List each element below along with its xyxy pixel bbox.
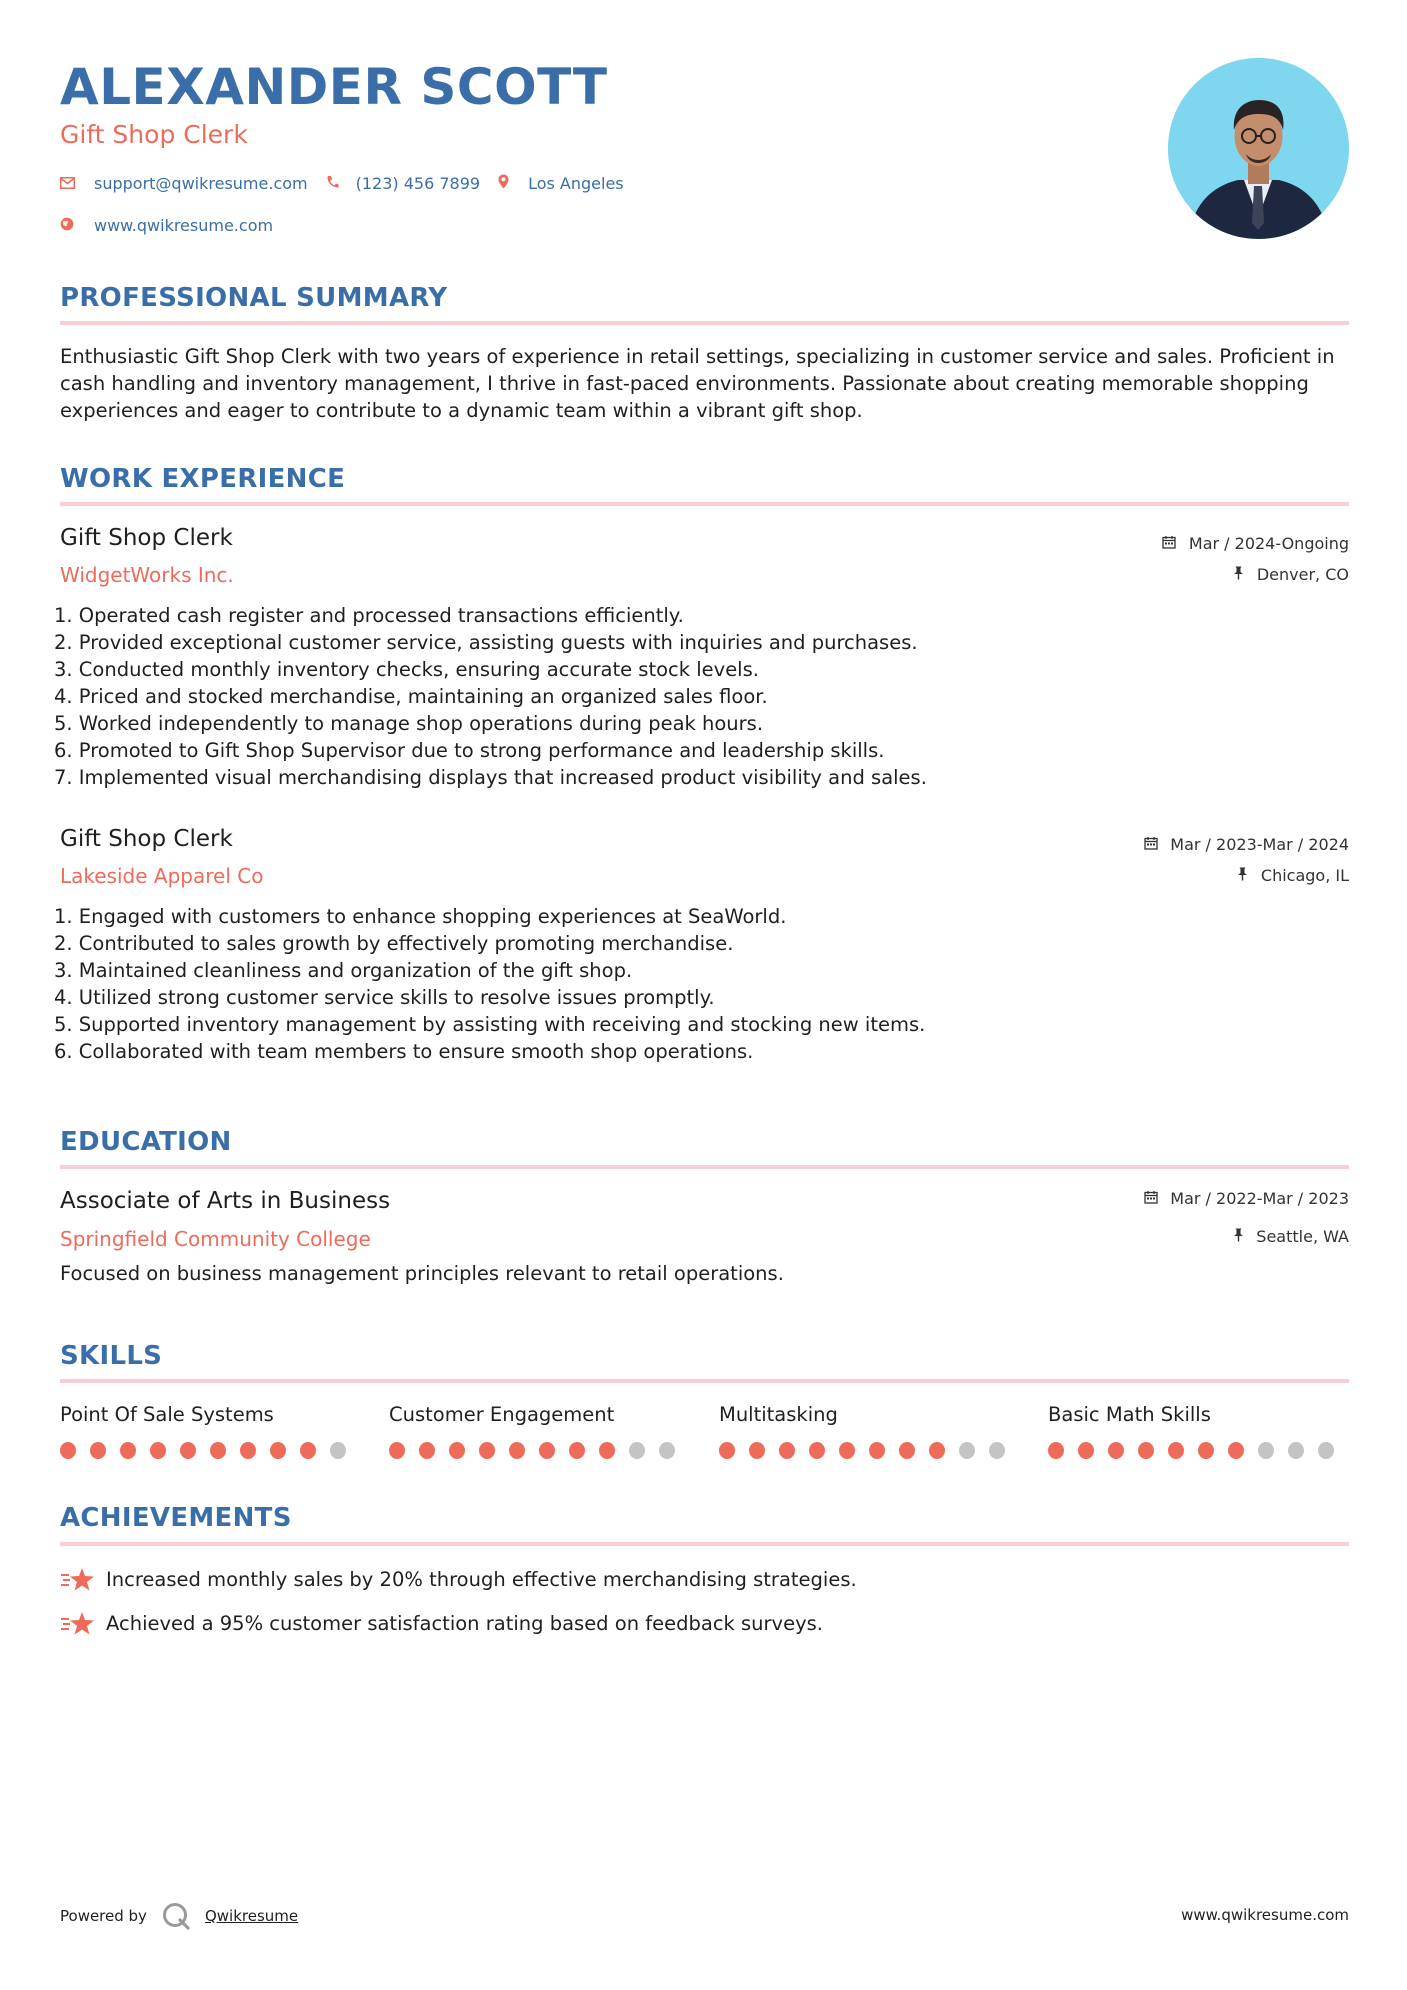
bullet-item: 2. Provided exceptional customer service, assisting guests with inquiries and purchases.: [54, 631, 918, 654]
globe-icon: [60, 217, 94, 235]
rating-dot-filled: [929, 1442, 945, 1459]
qwikresume-logo-icon: [161, 1901, 191, 1931]
pushpin-icon: [1233, 568, 1248, 584]
rating-dot-empty: [989, 1442, 1005, 1459]
skills-heading: SKILLS: [60, 1341, 163, 1371]
job-dates-text: Mar / 2024-Ongoing: [1188, 534, 1349, 553]
profile-photo: [1168, 58, 1349, 239]
skill-rating: [1048, 1442, 1348, 1459]
star-icon: [60, 1610, 96, 1636]
star-icon: [60, 1566, 96, 1592]
experience-divider: [60, 502, 1349, 506]
rating-dot-empty: [1288, 1442, 1304, 1459]
job-bullets: [54, 602, 927, 791]
summary-text: Enthusiastic Gift Shop Clerk with two years of experience in retail settings, specializing in customer service and sales. Proficient in cash handling and inventory management, I thrive in fast-paced environments. Passionate about creating memorable shopping experiences and eager to contribute to a dynamic team within a vibrant gift shop.: [60, 345, 1335, 422]
job-dates: [1162, 534, 1349, 553]
rating-dot-filled: [599, 1442, 615, 1459]
skill-rating: [60, 1442, 360, 1459]
calendar-icon: [1162, 537, 1180, 553]
rating-dot-filled: [1198, 1442, 1214, 1459]
rating-dot-filled: [1228, 1442, 1244, 1459]
job-dates: [1144, 835, 1349, 854]
rating-dot-filled: [899, 1442, 915, 1459]
achievement-item: [60, 1566, 857, 1592]
bullet-item: 1. Engaged with customers to enhance shopping experiences at SeaWorld.: [54, 905, 787, 928]
rating-dot-empty: [1258, 1442, 1274, 1459]
bullet-item: 3. Maintained cleanliness and organization of the gift shop.: [54, 959, 633, 982]
email-link[interactable]: support@qwikresume.com: [94, 174, 308, 193]
job-title: Gift Shop Clerk: [60, 525, 233, 551]
rating-dot-empty: [629, 1442, 645, 1459]
calendar-icon: [1144, 838, 1162, 854]
location-text: Los Angeles: [528, 174, 624, 193]
rating-dot-filled: [839, 1442, 855, 1459]
skill-name: Point Of Sale Systems: [60, 1403, 274, 1426]
rating-dot-filled: [569, 1442, 585, 1459]
bullet-item: 7. Implemented visual merchandising displays that increased product visibility and sales.: [54, 766, 927, 789]
candidate-name: ALEXANDER SCOTT: [60, 58, 608, 116]
rating-dot-filled: [479, 1442, 495, 1459]
skill-item: [719, 1403, 1019, 1459]
degree-title: Associate of Arts in Business: [60, 1188, 391, 1214]
rating-dot-filled: [1108, 1442, 1124, 1459]
bullet-item: 3. Conducted monthly inventory checks, ensuring accurate stock levels.: [54, 658, 759, 681]
skill-name: Basic Math Skills: [1048, 1403, 1211, 1426]
phone-icon: [308, 175, 356, 193]
calendar-icon: [1144, 1192, 1162, 1208]
achievements-divider: [60, 1542, 1349, 1546]
rating-dot-filled: [389, 1442, 405, 1459]
school-name: Springfield Community College: [60, 1227, 371, 1251]
education-location: [1233, 1227, 1349, 1246]
bullet-item: 5. Supported inventory management by assisting with receiving and stocking new items.: [54, 1013, 926, 1036]
job-bullets: [54, 903, 925, 1065]
rating-dot-filled: [449, 1442, 465, 1459]
skill-item: [389, 1403, 689, 1459]
map-pin-icon: [480, 174, 528, 193]
candidate-role: Gift Shop Clerk: [60, 120, 248, 149]
bullet-item: 6. Promoted to Gift Shop Supervisor due to strong performance and leadership skills.: [54, 739, 885, 762]
job-company: WidgetWorks Inc.: [60, 563, 234, 587]
rating-dot-filled: [779, 1442, 795, 1459]
rating-dot-filled: [60, 1442, 76, 1459]
bullet-item: 6. Collaborated with team members to ensure smooth shop operations.: [54, 1040, 754, 1063]
rating-dot-filled: [509, 1442, 525, 1459]
rating-dot-filled: [809, 1442, 825, 1459]
phone-text[interactable]: (123) 456 7899: [355, 174, 481, 193]
envelope-icon: [60, 175, 94, 193]
job-company: Lakeside Apparel Co: [60, 864, 264, 888]
job-location: [1233, 565, 1349, 584]
rating-dot-filled: [210, 1442, 226, 1459]
rating-dot-filled: [719, 1442, 735, 1459]
skill-item: [1048, 1403, 1348, 1459]
skill-name: Customer Engagement: [389, 1403, 615, 1426]
rating-dot-empty: [330, 1442, 346, 1459]
skill-item: [60, 1403, 360, 1459]
job-title: Gift Shop Clerk: [60, 826, 233, 852]
bullet-item: 5. Worked independently to manage shop operations during peak hours.: [54, 712, 764, 735]
rating-dot-filled: [90, 1442, 106, 1459]
rating-dot-filled: [150, 1442, 166, 1459]
achievement-text: Increased monthly sales by 20% through effective merchandising strategies.: [106, 1567, 857, 1591]
rating-dot-filled: [180, 1442, 196, 1459]
contact-row-2: [60, 216, 273, 235]
rating-dot-filled: [1078, 1442, 1094, 1459]
education-description: Focused on business management principles relevant to retail operations.: [60, 1262, 784, 1285]
education-dates-text: Mar / 2022-Mar / 2023: [1170, 1189, 1349, 1208]
bullet-item: 4. Utilized strong customer service skills to resolve issues promptly.: [54, 986, 715, 1009]
pushpin-icon: [1233, 1230, 1248, 1246]
education-dates: [1144, 1189, 1349, 1208]
job-location: [1237, 866, 1349, 885]
rating-dot-filled: [419, 1442, 435, 1459]
rating-dot-filled: [300, 1442, 316, 1459]
education-location-text: Seattle, WA: [1256, 1227, 1349, 1246]
rating-dot-filled: [539, 1442, 555, 1459]
bullet-item: 2. Contributed to sales growth by effectively promoting merchandise.: [54, 932, 734, 955]
education-divider: [60, 1165, 1349, 1169]
rating-dot-empty: [1318, 1442, 1334, 1459]
website-link[interactable]: www.qwikresume.com: [94, 216, 274, 235]
rating-dot-filled: [749, 1442, 765, 1459]
skill-name: Multitasking: [719, 1403, 838, 1426]
skill-rating: [389, 1442, 689, 1459]
summary-heading: PROFESSIONAL SUMMARY: [60, 283, 448, 313]
rating-dot-empty: [659, 1442, 675, 1459]
qwikresume-brand-link[interactable]: Qwikresume: [204, 1907, 299, 1925]
rating-dot-filled: [240, 1442, 256, 1459]
bullet-item: 4. Priced and stocked merchandise, maintaining an organized sales floor.: [54, 685, 768, 708]
rating-dot-empty: [959, 1442, 975, 1459]
skill-rating: [719, 1442, 1019, 1459]
job-dates-text: Mar / 2023-Mar / 2024: [1170, 835, 1349, 854]
achievements-heading: ACHIEVEMENTS: [60, 1503, 292, 1533]
powered-by-label: Powered by: [60, 1907, 147, 1925]
footer-powered-by: [60, 1901, 298, 1931]
job-location-text: Denver, CO: [1256, 565, 1349, 584]
rating-dot-filled: [1168, 1442, 1184, 1459]
education-heading: EDUCATION: [60, 1127, 232, 1157]
rating-dot-filled: [869, 1442, 885, 1459]
job-location-text: Chicago, IL: [1260, 866, 1349, 885]
skills-divider: [60, 1379, 1349, 1383]
pushpin-icon: [1237, 869, 1252, 885]
rating-dot-filled: [120, 1442, 136, 1459]
achievement-text: Achieved a 95% customer satisfaction rating based on feedback surveys.: [106, 1611, 823, 1635]
experience-heading: WORK EXPERIENCE: [60, 464, 346, 494]
rating-dot-filled: [1048, 1442, 1064, 1459]
summary-divider: [60, 321, 1349, 325]
achievement-item: [60, 1610, 823, 1636]
rating-dot-filled: [270, 1442, 286, 1459]
rating-dot-filled: [1138, 1442, 1154, 1459]
bullet-item: 1. Operated cash register and processed transactions efficiently.: [54, 604, 684, 627]
footer-url[interactable]: www.qwikresume.com: [1181, 1906, 1349, 1924]
contact-row-1: [60, 174, 624, 193]
